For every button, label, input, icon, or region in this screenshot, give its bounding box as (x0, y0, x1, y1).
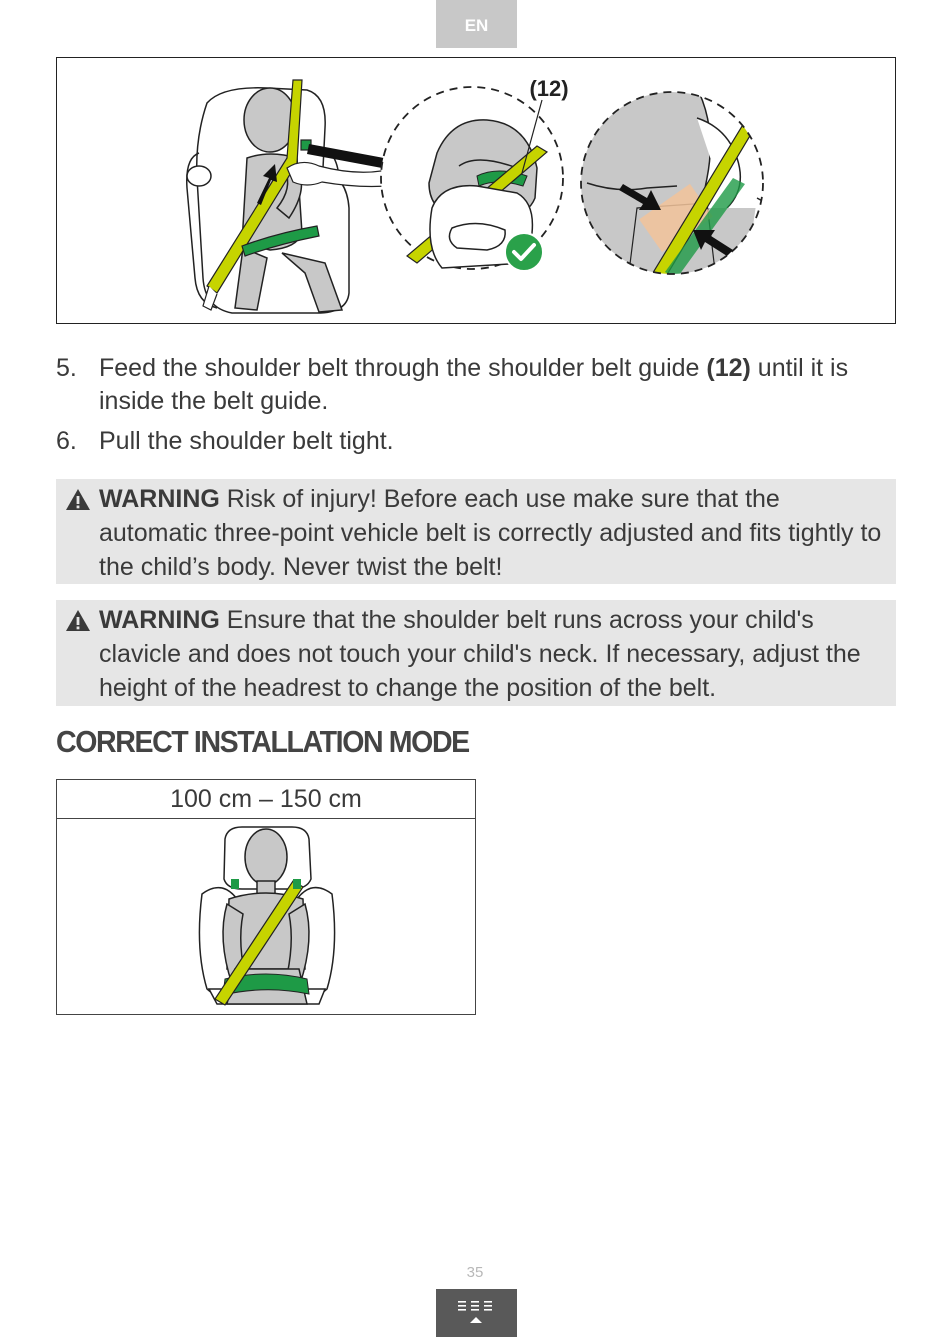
clavicle-detail-circle (577, 88, 777, 288)
step-ref: (12) (706, 354, 751, 382)
table-of-contents-button[interactable] (436, 1289, 517, 1337)
warning-triangle-icon (65, 488, 91, 511)
belt-guide-illustration (57, 58, 896, 324)
installation-illustration (56, 57, 896, 324)
instruction-steps (56, 352, 896, 465)
warning-box-injury (56, 479, 896, 584)
section-title: CORRECT INSTALLATION MODE (56, 724, 469, 759)
language-tab: EN (436, 0, 517, 48)
step-6 (56, 425, 896, 458)
installation-mode-table (56, 779, 476, 1015)
warning-text: Risk of injury! Before each use make sure that the automatic three-point vehicle belt is correctly adjusted and fits tightly to the child’s body. Never twist the belt! (99, 485, 882, 581)
callout-label: (12) (529, 76, 569, 101)
step-5 (56, 352, 896, 418)
warning-label: WARNING (99, 606, 220, 634)
belt-guide-detail-circle (381, 76, 569, 271)
step-text: Pull the shoulder belt tight. (99, 427, 394, 455)
height-range-header: 100 cm – 150 cm (57, 780, 475, 819)
warning-box-clavicle (56, 600, 896, 706)
table-of-contents-icon (436, 1289, 517, 1337)
check-circle-icon (505, 233, 543, 271)
step-text-after: until it is inside the belt guide. (99, 354, 849, 415)
step-text-before: Feed the shoulder belt through the shoulder belt guide (99, 354, 707, 382)
installation-mode-cell (57, 819, 475, 1014)
warning-text: Ensure that the shoulder belt runs across your child's clavicle and does not touch your child's neck. If necessary, adjust the height of the headrest to change the position of the belt. (99, 606, 861, 702)
warning-triangle-icon (65, 609, 91, 632)
step-number: 5. (56, 354, 77, 382)
seated-child-illustration (57, 819, 474, 1014)
step-number: 6. (56, 427, 77, 455)
page-number: 35 (466, 1264, 484, 1281)
warning-label: WARNING (99, 485, 220, 513)
